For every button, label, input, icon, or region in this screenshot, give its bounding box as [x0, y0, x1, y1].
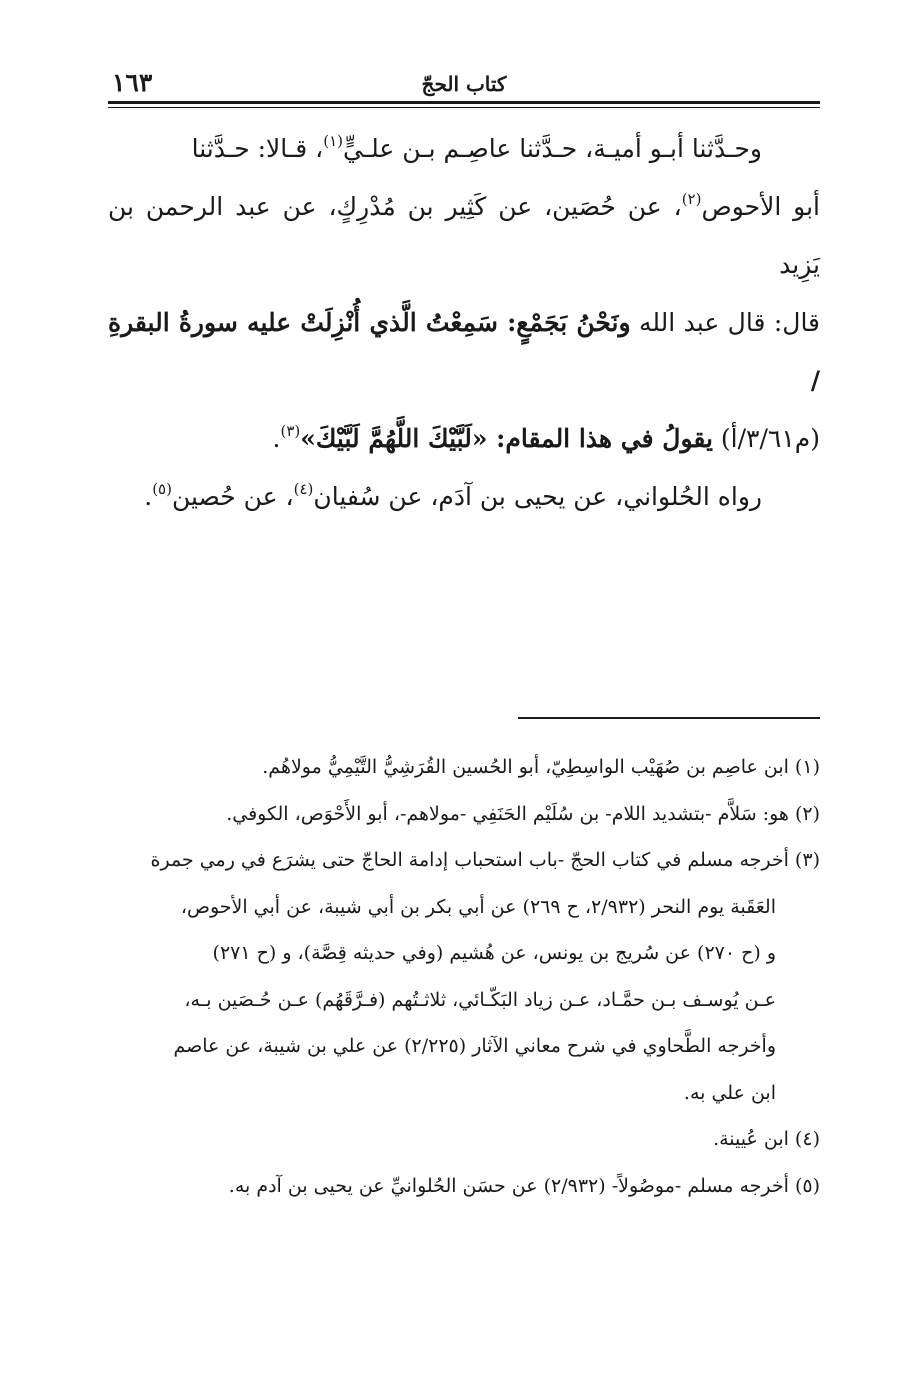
footnote-ref[interactable]: (١): [323, 132, 343, 150]
text-span: .: [272, 424, 281, 453]
hadith-paragraph: [108, 120, 820, 468]
text-line: [108, 178, 820, 294]
main-text: [108, 120, 820, 526]
narration-paragraph: [108, 468, 820, 526]
running-header: [108, 64, 820, 100]
text-span: .: [144, 482, 153, 511]
text-span: أبو الأحوص: [701, 192, 820, 221]
page-number: ١٦٣: [112, 68, 153, 97]
bold-matn: ونَحْنُ بَجَمْعٍ: سَمِعْتُ الَّذي أُنْزِلَتْ عليه سورةُ البقرةِ /: [108, 308, 820, 395]
footnote-separator: [518, 717, 820, 719]
footnotes: [108, 744, 820, 1209]
footnote-line: (٣) أخرجه مسلم في كتاب الحجّ -باب استحباب إدامة الحاجّ حتى يشرَع في رمي جمرة: [150, 849, 820, 871]
text-line: [108, 120, 820, 178]
footnote-line: ابن علي به.: [683, 1081, 776, 1104]
text-span: رواه الحُلواني، عن يحيى بن آدَم، عن سُفيان: [313, 482, 762, 511]
footnote-5: (٥) أخرجه مسلم -موصُولاً- (٢/٩٣٢) عن حسَن الحُلوانيِّ عن يحيى بن آدم به.: [228, 1174, 820, 1197]
header-rule-thick: [108, 101, 820, 104]
footnote-ref[interactable]: (٢): [681, 190, 702, 208]
text-line: [108, 410, 820, 468]
text-line: [108, 468, 820, 526]
manuscript-ref: (م٣/٦١/أ): [712, 424, 820, 453]
chapter-title: كتاب الحجّ: [421, 72, 507, 96]
text-span: ، عن حُصَين، عن كَثِير بن مُدْرِكٍ، عن عبد الرحمن بن يَزِيد: [108, 192, 820, 279]
footnote-line: العَقَبة يوم النحر (٢/٩٣٢، ح ٢٦٩) عن أبي بكر بن أبي شيبة، عن أبي الأحوص،: [180, 895, 776, 918]
footnote-4: (٤) ابن عُيينة.: [713, 1128, 820, 1150]
footnote-ref[interactable]: (٤): [293, 480, 314, 498]
footnote-line: و (ح ٢٧٠) عن سُريج بن يونس، عن هُشيم (وفي حديثه قِصَّة)، و (ح ٢٧١): [212, 942, 776, 964]
text-span: وحـدَّثنا أبـو أميـة، حـدَّثنا عاصِـم بـن علـيٍّ: [342, 134, 762, 163]
text-span: ، عن حُصين: [171, 482, 294, 511]
header-rule-thin: [108, 107, 820, 108]
text-span: قال: قال عبد الله: [630, 308, 821, 337]
text-line: [108, 294, 820, 410]
text-span: ، قـالا: حـدَّثنا: [191, 134, 324, 163]
footnote-3: [108, 837, 820, 1116]
footnote-ref[interactable]: (٣): [280, 422, 301, 440]
bold-matn: يقولُ في هذا المقام: «لَبَّيْكَ اللَّهُمَّ لَبَّيْكَ»: [300, 424, 713, 453]
footnote-ref[interactable]: (٥): [152, 480, 172, 498]
footnote-1: (١) ابن عاصِم بن صُهَيْب الواسِطِيّ، أبو الحُسين القُرَشِيُّ التَّيْمِيُّ مولاهُم.: [262, 756, 820, 778]
footnote-2: (٢) هو: سَلاَّم -بتشديد اللام- بن سُلَيْم الحَنَفِي -مولاهم-، أبو الأَحْوَص، الكوفي.: [226, 802, 820, 825]
footnote-line: عـن يُوسـف بـن حمَّـاد، عـن زياد البَكّـائي، ثلاثـتُهم (فـرَّقَهُم) عـن حُـصَين بـه،: [184, 988, 776, 1011]
footnote-line: وأخرجه الطَّحاوي في شرح معاني الآثار (٢/٢٢٥) عن علي بن شيبة، عن عاصم: [173, 1035, 776, 1057]
